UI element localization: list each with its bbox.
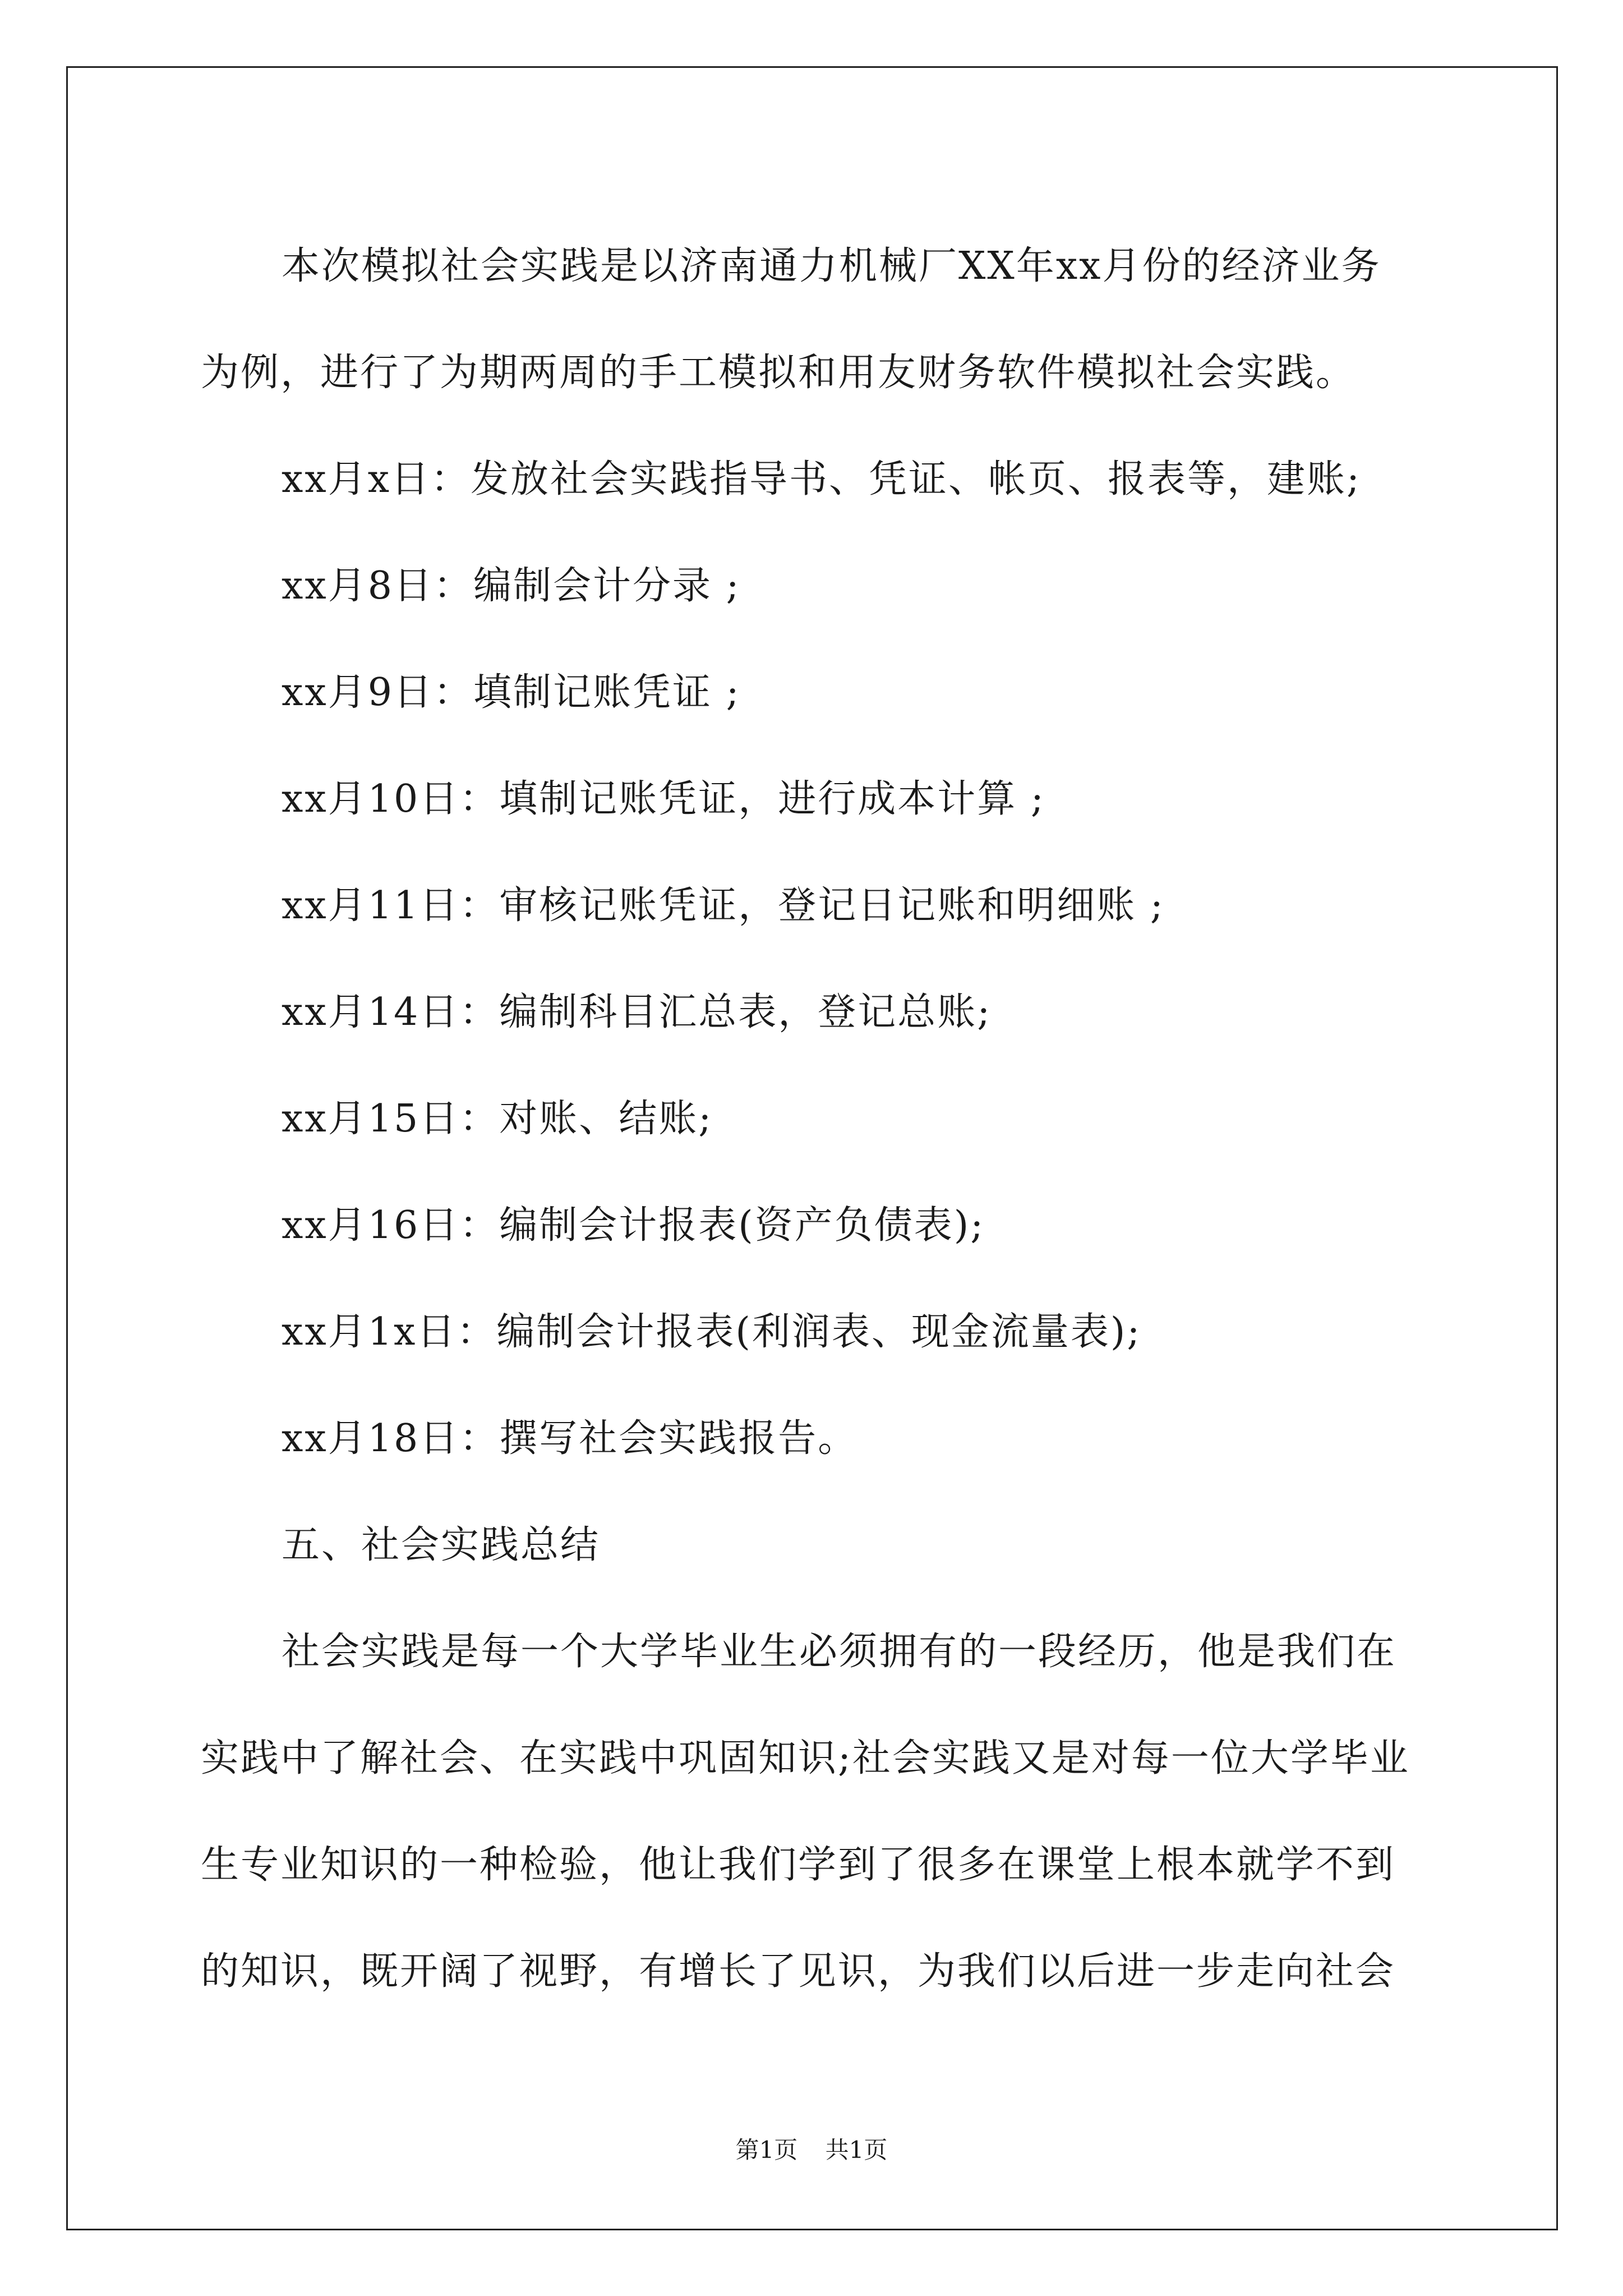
schedule-item: xx月10日：填制记账凭证，进行成本计算 ; bbox=[282, 777, 1045, 821]
schedule-item: xx月9日：填制记账凭证 ; bbox=[282, 670, 741, 715]
schedule-item: xx月11日：审核记账凭证，登记日记账和明细账 ; bbox=[282, 884, 1165, 928]
summary-paragraph bbox=[201, 1599, 1429, 2025]
schedule-item: xx月1x日：编制会计报表(利润表、现金流量表); bbox=[282, 1310, 1142, 1354]
schedule-item: xx月8日：编制会计分录 ; bbox=[282, 564, 741, 608]
summary-line-1: 社会实践是每一个大学毕业生必须拥有的一段经历，他是我们在 bbox=[282, 1630, 1397, 1674]
schedule-list bbox=[201, 426, 1429, 1492]
page-number-total: 共1页 bbox=[825, 2136, 888, 2164]
summary-line-3: 生专业知识的一种检验，他让我们学到了很多在课堂上根本就学不到 bbox=[201, 1843, 1396, 1887]
page-number-current: 第1页 bbox=[735, 2136, 798, 2164]
section-heading-paragraph bbox=[201, 1492, 1429, 1599]
schedule-item: xx月18日：撰写社会实践报告。 bbox=[282, 1416, 858, 1461]
intro-paragraph bbox=[201, 213, 1429, 426]
intro-line-2: 为例，进行了为期两周的手工模拟和用友财务软件模拟社会实践。 bbox=[201, 351, 1356, 395]
document-body bbox=[201, 213, 1429, 2025]
schedule-item: xx月x日：发放社会实践指导书、凭证、帐页、报表等，建账; bbox=[282, 457, 1361, 501]
schedule-item: xx月15日：对账、结账; bbox=[282, 1097, 713, 1141]
section-heading: 五、社会实践总结 bbox=[282, 1523, 601, 1567]
page-footer bbox=[0, 2132, 1623, 2165]
intro-line-1: 本次模拟社会实践是以济南通力机械厂XX年xx月份的经济业务 bbox=[282, 244, 1381, 288]
summary-line-4: 的知识，既开阔了视野，有增长了见识，为我们以后进一步走向社会 bbox=[201, 1949, 1396, 1994]
summary-line-2: 实践中了解社会、在实践中巩固知识;社会实践又是对每一位大学毕业 bbox=[201, 1736, 1410, 1780]
schedule-item: xx月16日：编制会计报表(资产负债表); bbox=[282, 1203, 985, 1248]
schedule-item: xx月14日：编制科目汇总表，登记总账; bbox=[282, 990, 992, 1034]
